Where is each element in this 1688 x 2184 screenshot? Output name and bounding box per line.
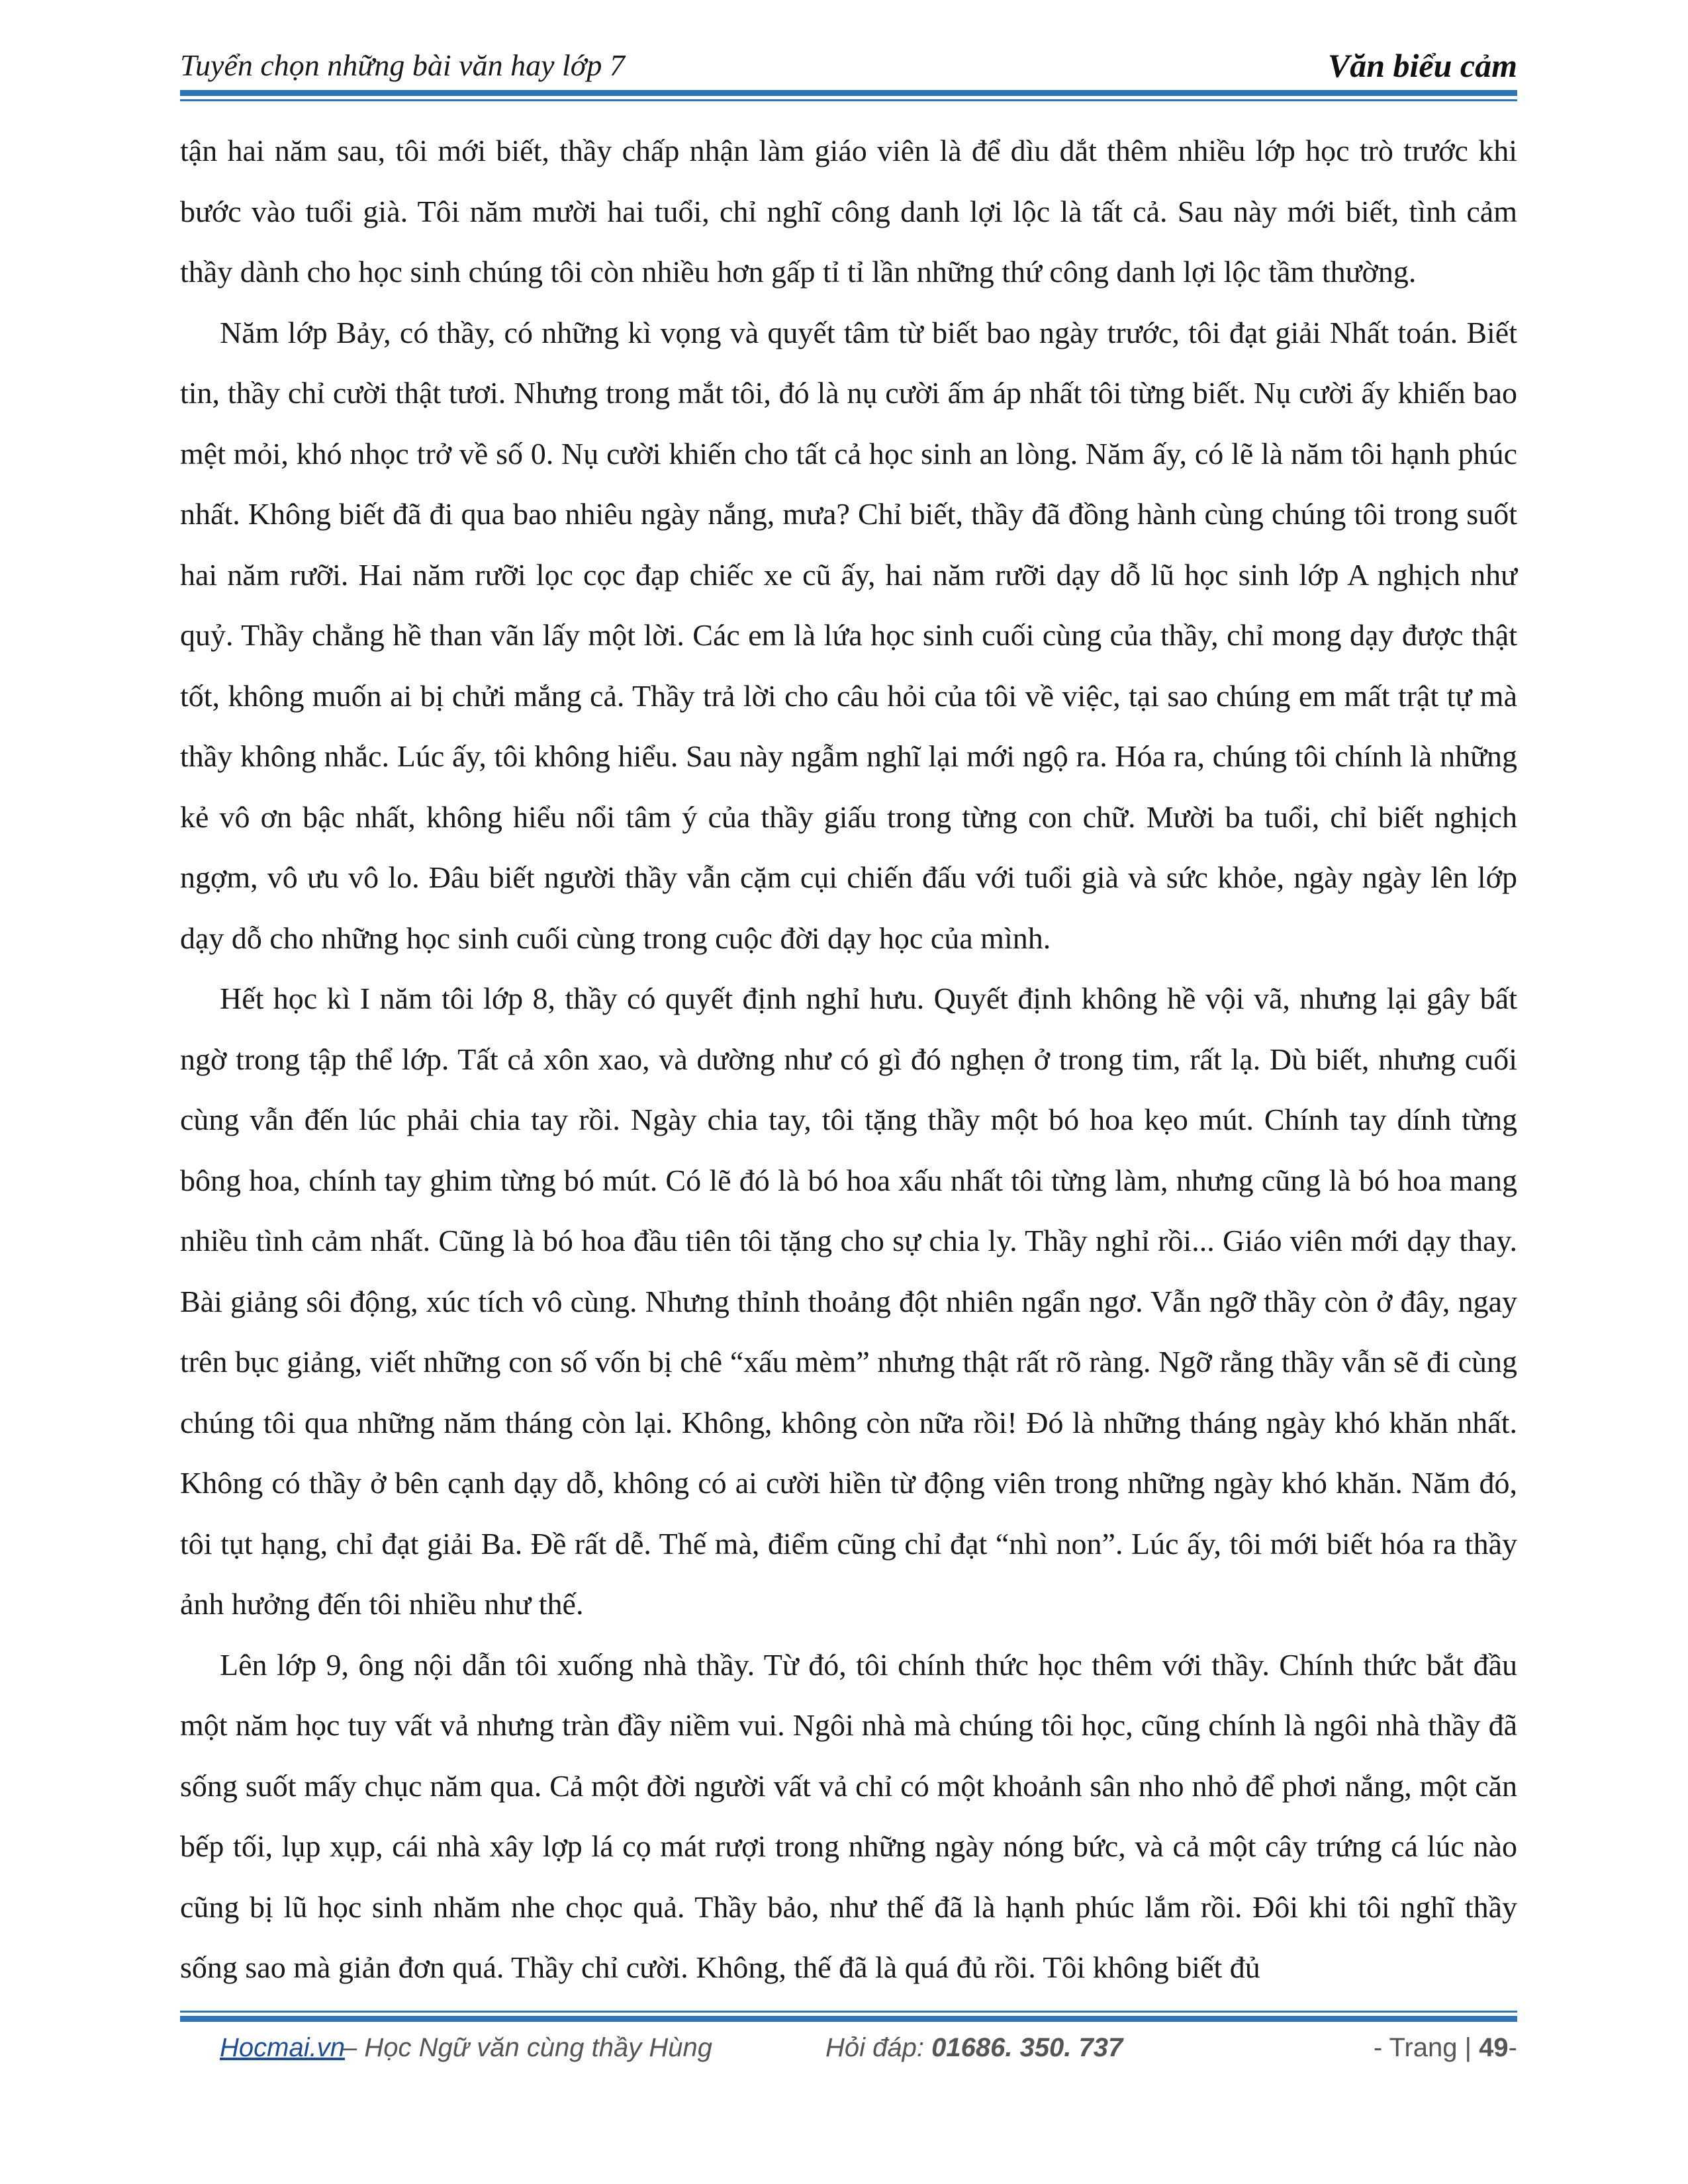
paragraph: tận hai năm sau, tôi mới biết, thầy chấp nhận làm giáo viên là để dìu dắt thêm nhiều lớp học trò trước khi bước vào tuổi già. Tôi năm mười hai tuổi, chỉ nghĩ công danh lợi lộc là tất cả. Sau này mới biết, tình cảm thầy dành cho học sinh chúng tôi còn nhiều hơn gấp tỉ tỉ lần những thứ công danh lợi lộc tầm thường.	[180, 134, 1517, 289]
page-number-value: 49	[1479, 2033, 1509, 2062]
book-title: Tuyển chọn những bài văn hay lớp 7	[180, 48, 625, 82]
hotline-label: Hỏi đáp:	[825, 2033, 932, 2062]
hotline-number: 01686. 350. 737	[931, 2033, 1123, 2062]
footer-slogan: – Học Ngữ văn cùng thầy Hùng	[342, 2033, 713, 2062]
paragraph: Hết học kì I năm tôi lớp 8, thầy có quyết định nghỉ hưu. Quyết định không hề vội vã, nhưng lại gây bất ngờ trong tập thể lớp. Tất cả xôn xao, và dường như có gì đó nghẹn ở trong tim, rất lạ. Dù biết, nhưng cuối cùng vẫn đến lúc phải chia tay rồi. Ngày chia tay, tôi tặng thầy một bó hoa kẹo mút. Chính tay dính từng bông hoa, chính tay ghim từng bó mút. Có lẽ đó là bó hoa xấu nhất tôi từng làm, nhưng cũng là bó hoa mang nhiều tình cảm nhất. Cũng là bó hoa đầu tiên tôi tặng cho sự chia ly. Thầy nghỉ rồi... Giáo viên mới dạy thay. Bài giảng sôi động, xúc tích vô cùng. Nhưng thỉnh thoảng đột nhiên ngẩn ngơ. Vẫn ngỡ thầy còn ở đây, ngay trên bục giảng, viết những con số vốn bị chê “xấu mèm” nhưng thật rất rõ ràng. Ngỡ rằng thầy vẫn sẽ đi cùng chúng tôi qua những năm tháng còn lại. Không, không còn nữa rồi! Đó là những tháng ngày khó khăn nhất. Không có thầy ở bên cạnh dạy dỗ, không có ai cười hiền từ động viên trong những ngày khó khăn. Năm đó, tôi tụt hạng, chỉ đạt giải Ba. Đề rất dễ. Thế mà, điểm cũng chỉ đạt “nhì non”. Lúc ấy, tôi mới biết hóa ra thầy ảnh hưởng đến tôi nhiều như thế.	[180, 981, 1517, 1621]
page-prefix: - Trang |	[1373, 2033, 1479, 2062]
page-suffix: -	[1508, 2033, 1517, 2062]
page-number	[1374, 2033, 1517, 2063]
page-footer	[180, 2033, 1517, 2086]
article-body	[180, 120, 1517, 1998]
section-title: Văn biểu cảm	[1327, 47, 1517, 84]
hotline	[825, 2033, 1123, 2063]
header-rule	[180, 90, 1517, 101]
site-link[interactable]: Hocmai.vn	[220, 2033, 345, 2062]
paragraph: Năm lớp Bảy, có thầy, có những kì vọng và quyết tâm từ biết bao ngày trước, tôi đạt giải Nhất toán. Biết tin, thầy chỉ cười thật tươi. Nhưng trong mắt tôi, đó là nụ cười ấm áp nhất tôi từng biết. Nụ cười ấy khiến bao mệt mỏi, khó nhọc trở về số 0. Nụ cười khiến cho tất cả học sinh an lòng. Năm ấy, có lẽ là năm tôi hạnh phúc nhất. Không biết đã đi qua bao nhiêu ngày nắng, mưa? Chỉ biết, thầy đã đồng hành cùng chúng tôi trong suốt hai năm rưỡi. Hai năm rưỡi lọc cọc đạp chiếc xe cũ ấy, hai năm rưỡi dạy dỗ lũ học sinh lớp A nghịch như quỷ. Thầy chẳng hề than vãn lấy một lời. Các em là lứa học sinh cuối cùng của thầy, chỉ mong dạy được thật tốt, không muốn ai bị chửi mắng cả. Thầy trả lời cho câu hỏi của tôi về việc, tại sao chúng em mất trật tự mà thầy không nhắc. Lúc ấy, tôi không hiểu. Sau này ngẫm nghĩ lại mới ngộ ra. Hóa ra, chúng tôi chính là những kẻ vô ơn bậc nhất, không hiểu nổi tâm ý của thầy giấu trong từng con chữ. Mười ba tuổi, chỉ biết nghịch ngợm, vô ưu vô lo. Đâu biết người thầy vẫn cặm cụi chiến đấu với tuổi già và sức khỏe, ngày ngày lên lớp dạy dỗ cho những học sinh cuối cùng trong cuộc đời dạy học của mình.	[180, 315, 1517, 955]
paragraph: Lên lớp 9, ông nội dẫn tôi xuống nhà thầy. Từ đó, tôi chính thức học thêm với thầy. Chính thức bắt đầu một năm học tuy vất vả nhưng tràn đầy niềm vui. Ngôi nhà mà chúng tôi học, cũng chính là ngôi nhà thầy đã sống suốt mấy chục năm qua. Cả một đời người vất vả chỉ có một khoảnh sân nho nhỏ để phơi nắng, một căn bếp tối, lụp xụp, cái nhà xây lợp lá cọ mát rượi trong những ngày nóng bức, và cả một cây trứng cá lúc nào cũng bị lũ học sinh nhăm nhe chọc quả. Thầy bảo, như thế đã là hạnh phúc lắm rồi. Đôi khi tôi nghĩ thầy sống sao mà giản đơn quá. Thầy chỉ cười. Không, thế đã là quá đủ rồi. Tôi không biết đủ	[180, 1647, 1517, 1984]
footer-rule	[180, 2011, 1517, 2022]
